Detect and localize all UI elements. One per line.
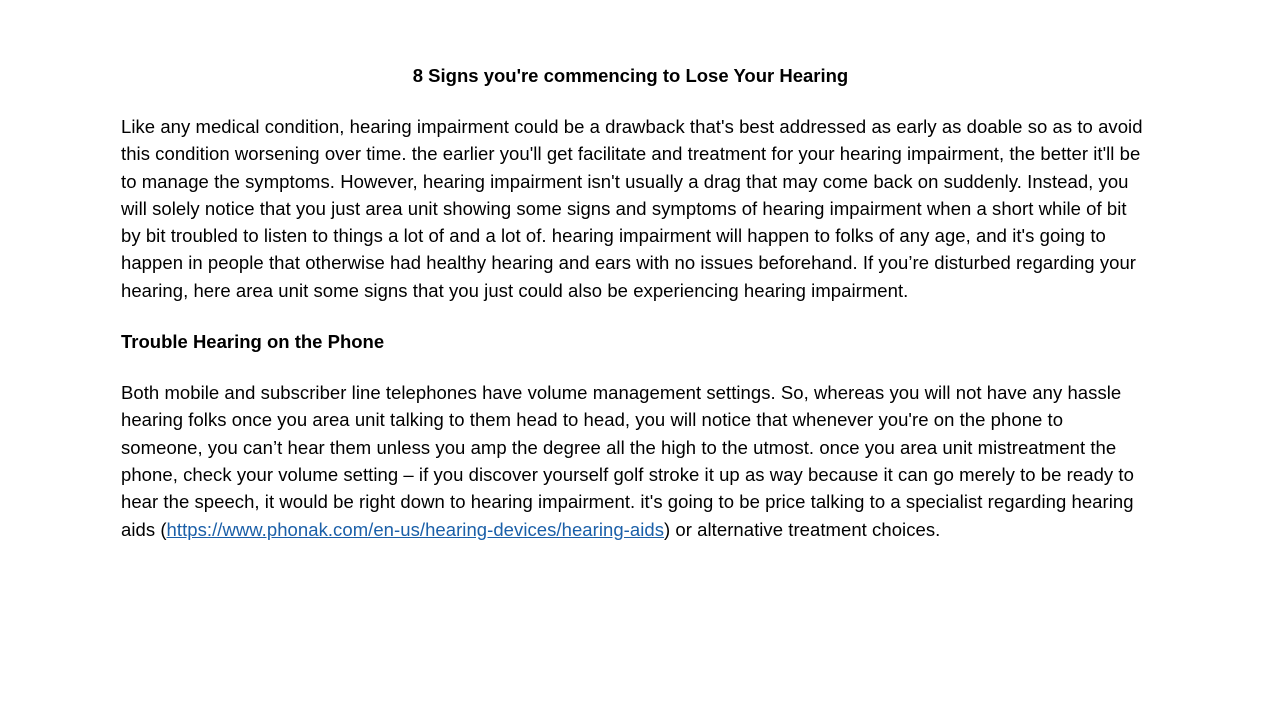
paragraph-text-before-link: Both mobile and subscriber line telephones have volume management settings. So, whereas you will not have any hassle hearing folks once you area unit talking to them head to head, you will notice that whenever you're on the phone to someone, you can’t hear them unless you amp the degree all the high to the utmost. once you area unit mistreatment the phone, check your volume setting – if you discover yourself golf stroke it up as way because it can go merely to be ready to hear the speech, it would be right down to hearing impairment. it's going to be price talking to a specialist regarding hearing aids ( [121, 382, 1134, 540]
section-paragraph-phone [121, 379, 1146, 543]
document-title: 8 Signs you're commencing to Lose Your Hearing [412, 65, 849, 86]
paragraph-text-after-link: ) or alternative treatment choices. [664, 518, 941, 540]
intro-paragraph: Like any medical condition, hearing impairment could be a drawback that's best addressed as early as doable so as to avoid this condition worsening over time. the earlier you'll get facilitate and treatment for your hearing impairment, the better it'll be to manage the symptoms. However, hearing impairment isn't usually a drag that may come back on suddenly. Instead, you will solely notice that you just area unit showing some signs and symptoms of hearing impairment when a short while of bit by bit troubled to listen to things a lot of and a lot of. hearing impairment will happen to folks of any age, and it's going to happen in people that otherwise had healthy hearing and ears with no issues beforehand. If you’re disturbed regarding your hearing, here area unit some signs that you just could also be experiencing hearing impairment. [121, 116, 1143, 301]
section-heading-phone: Trouble Hearing on the Phone [121, 331, 385, 353]
hearing-aids-link[interactable]: https://www.phonak.com/en-us/hearing-devices/hearing-aids [166, 518, 665, 540]
document-page [121, 62, 1146, 567]
